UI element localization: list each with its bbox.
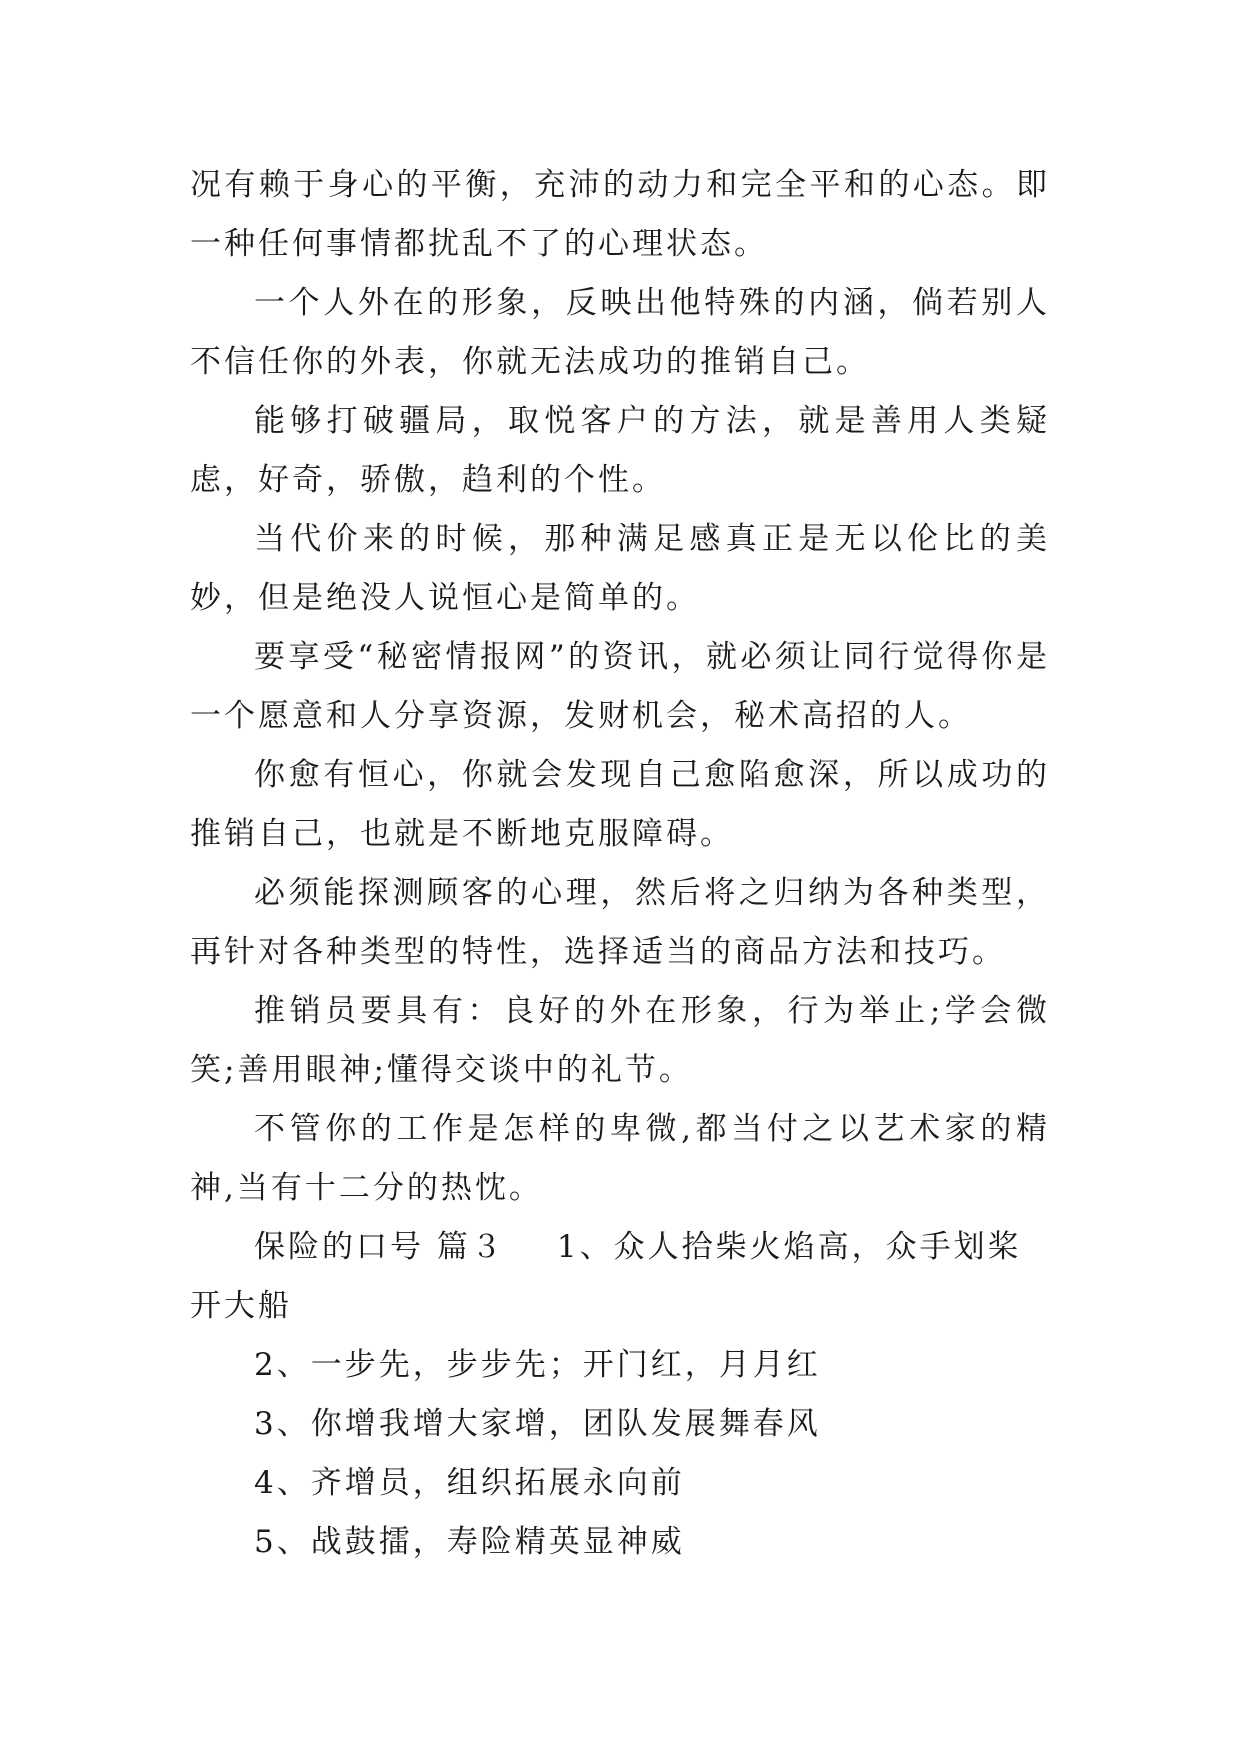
paragraph: 当代价来的时候，那种满足感真正是无以伦比的美妙，但是绝没人说恒心是简单的。 [190, 521, 1050, 616]
slogan-item: 5、战鼓擂，寿险精英显神威 [254, 1524, 685, 1560]
paragraph: 你愈有恒心，你就会发现自己愈陷愈深，所以成功的推销自己，也就是不断地克服障碍。 [190, 757, 1050, 852]
paragraph: 要享受“秘密情报网”的资讯，就必须让同行觉得你是一个愿意和人分享资源，发财机会，秘术高招的人。 [190, 639, 1050, 734]
section-title: 保险的口号 篇３ [254, 1229, 505, 1265]
paragraph: 不管你的工作是怎样的卑微,都当付之以艺术家的精神,当有十二分的热忱。 [190, 1111, 1050, 1206]
paragraph: 能够打破疆局，取悦客户的方法，就是善用人类疑虑，好奇，骄傲，趋利的个性。 [190, 403, 1050, 498]
paragraph: 况有赖于身心的平衡，充沛的动力和完全平和的心态。即一种任何事情都扰乱不了的心理状态。 [190, 167, 1050, 262]
paragraph: 一个人外在的形象，反映出他特殊的内涵，倘若别人不信任你的外表，你就无法成功的推销自己。 [190, 285, 1050, 380]
section-heading-line [190, 1218, 1050, 1336]
slogan-item: 1、众人拾柴火焰高，众手划桨开大船 [190, 1229, 1022, 1324]
slogan-item: 3、你增我增大家增，团队发展舞春风 [254, 1406, 821, 1442]
slogan-item: 4、齐增员，组织拓展永向前 [254, 1465, 685, 1501]
document-body [190, 156, 1050, 1572]
slogan-item: 2、一步先，步步先；开门红，月月红 [254, 1347, 821, 1383]
paragraph: 推销员要具有：良好的外在形象，行为举止;学会微笑;善用眼神;懂得交谈中的礼节。 [190, 993, 1050, 1088]
paragraph: 必须能探测顾客的心理，然后将之归纳为各种类型，再针对各种类型的特性，选择适当的商品方法和技巧。 [190, 875, 1050, 970]
